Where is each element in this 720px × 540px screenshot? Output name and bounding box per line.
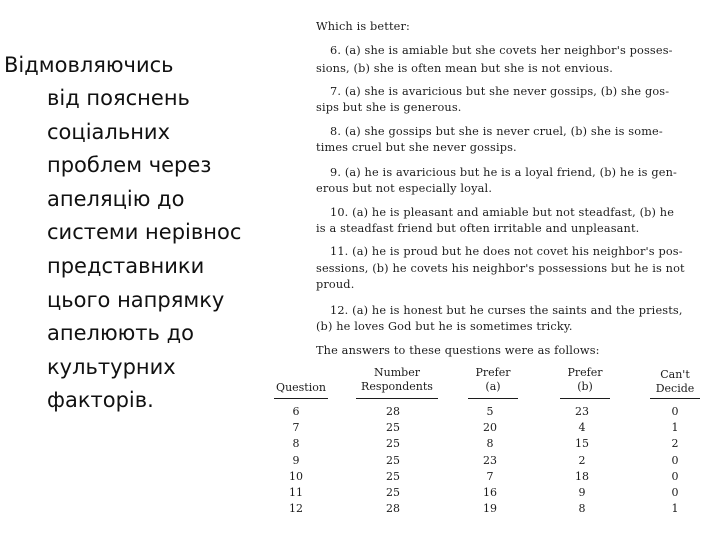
- table-cell: 28: [386, 405, 400, 418]
- bullet-line: системи нерівнос: [47, 220, 242, 244]
- column-prefer-b: [569, 404, 595, 517]
- header-question: Question: [276, 381, 326, 394]
- question-line: is a steadfast friend but often irritable and unpleasant.: [316, 222, 640, 235]
- scan-heading: Which is better:: [316, 20, 410, 33]
- question-line: 7. (a) she is avaricious but she never gossips, (b) she gos-: [330, 85, 670, 98]
- table-cell: 1: [671, 421, 679, 435]
- question-line: sions, (b) she is often mean but she is not envious.: [316, 62, 613, 75]
- table-cell: 25: [386, 453, 400, 467]
- table-cell: 0: [671, 405, 679, 418]
- table-cell: 0: [671, 469, 679, 483]
- table-cell: 0: [671, 453, 679, 467]
- table-cell: 23: [483, 453, 497, 467]
- header-underline: [468, 398, 518, 399]
- table-cell: 25: [386, 485, 400, 499]
- table-cell: 8: [578, 502, 586, 516]
- bullet-line: від пояснень: [47, 86, 190, 110]
- header-prefer-b: Prefer (b): [567, 366, 603, 393]
- bullet-line: апеляцію до: [47, 187, 185, 211]
- table-cell: 23: [575, 405, 589, 418]
- question-line: (b) he loves God but he is sometimes tricky.: [316, 320, 573, 333]
- scanned-page: [258, 0, 720, 540]
- table-cell: 4: [578, 421, 586, 435]
- table-cell: 8: [292, 437, 300, 451]
- question-line: 8. (a) she gossips but she is never cruel, (b) she is some-: [330, 125, 663, 138]
- question-line: sessions, (b) he covets his neighbor's possessions but he is not: [316, 262, 685, 275]
- table-cell: 2: [578, 453, 586, 467]
- bullet-text: [0, 52, 258, 432]
- bullet-line: соціальних: [47, 120, 170, 144]
- answers-intro: The answers to these questions were as follows:: [316, 344, 600, 357]
- table-cell: 7: [486, 469, 494, 483]
- header-prefer-a: Prefer (a): [475, 366, 511, 393]
- table-cell: 11: [289, 485, 303, 499]
- question-line: times cruel but she never gossips.: [316, 141, 517, 154]
- table-cell: 9: [292, 453, 300, 467]
- column-cant-decide: [662, 404, 688, 517]
- question-line: 12. (a) he is honest but he curses the saints and the priests,: [330, 304, 683, 317]
- table-cell: 10: [289, 469, 303, 483]
- bullet-line: факторів.: [47, 388, 154, 412]
- bullet-line: представники: [47, 254, 205, 278]
- question-line: sips but she is generous.: [316, 101, 462, 114]
- header-underline: [650, 398, 700, 399]
- header-underline: [356, 398, 438, 399]
- table-cell: 25: [386, 421, 400, 435]
- table-cell: 8: [486, 437, 494, 451]
- question-line: 9. (a) he is avaricious but he is a loyal friend, (b) he is gen-: [330, 166, 677, 179]
- question-line: 6. (a) she is amiable but she covets her neighbor's posses-: [330, 44, 673, 57]
- column-prefer-a: [477, 404, 503, 517]
- question-line: erous but not especially loyal.: [316, 182, 493, 195]
- table-cell: 0: [671, 485, 679, 499]
- table-cell: 25: [386, 437, 400, 451]
- header-underline: [274, 398, 328, 399]
- question-line: 11. (a) he is proud but he does not covet his neighbor's pos-: [330, 245, 683, 258]
- table-cell: 15: [575, 437, 589, 451]
- table-cell: 12: [289, 502, 303, 516]
- table-cell: 20: [483, 421, 497, 435]
- table-cell: 28: [386, 502, 400, 516]
- table-cell: 7: [292, 421, 300, 435]
- bullet-line: проблем через: [47, 153, 212, 177]
- table-cell: 19: [483, 502, 497, 516]
- header-underline: [560, 398, 610, 399]
- table-cell: 16: [483, 485, 497, 499]
- bullet-line: Відмовляючись: [4, 53, 174, 77]
- table-cell: 6: [292, 405, 300, 418]
- table-cell: 9: [578, 485, 586, 499]
- column-respondents: [380, 404, 406, 517]
- table-cell: 1: [671, 502, 679, 516]
- header-respondents: Number Respondents: [361, 366, 433, 393]
- bullet-line: культурних: [47, 355, 176, 379]
- question-line: proud.: [316, 278, 355, 291]
- table-cell: 5: [486, 405, 494, 418]
- bullet-line: цього напрямку: [47, 288, 225, 312]
- column-question: [284, 404, 308, 517]
- table-cell: 25: [386, 469, 400, 483]
- question-line: 10. (a) he is pleasant and amiable but not steadfast, (b) he: [330, 206, 675, 219]
- table-cell: 18: [575, 469, 589, 483]
- bullet-line: апелюють до: [47, 321, 194, 345]
- header-cant-decide: Can't Decide: [655, 368, 695, 395]
- table-cell: 2: [671, 437, 679, 451]
